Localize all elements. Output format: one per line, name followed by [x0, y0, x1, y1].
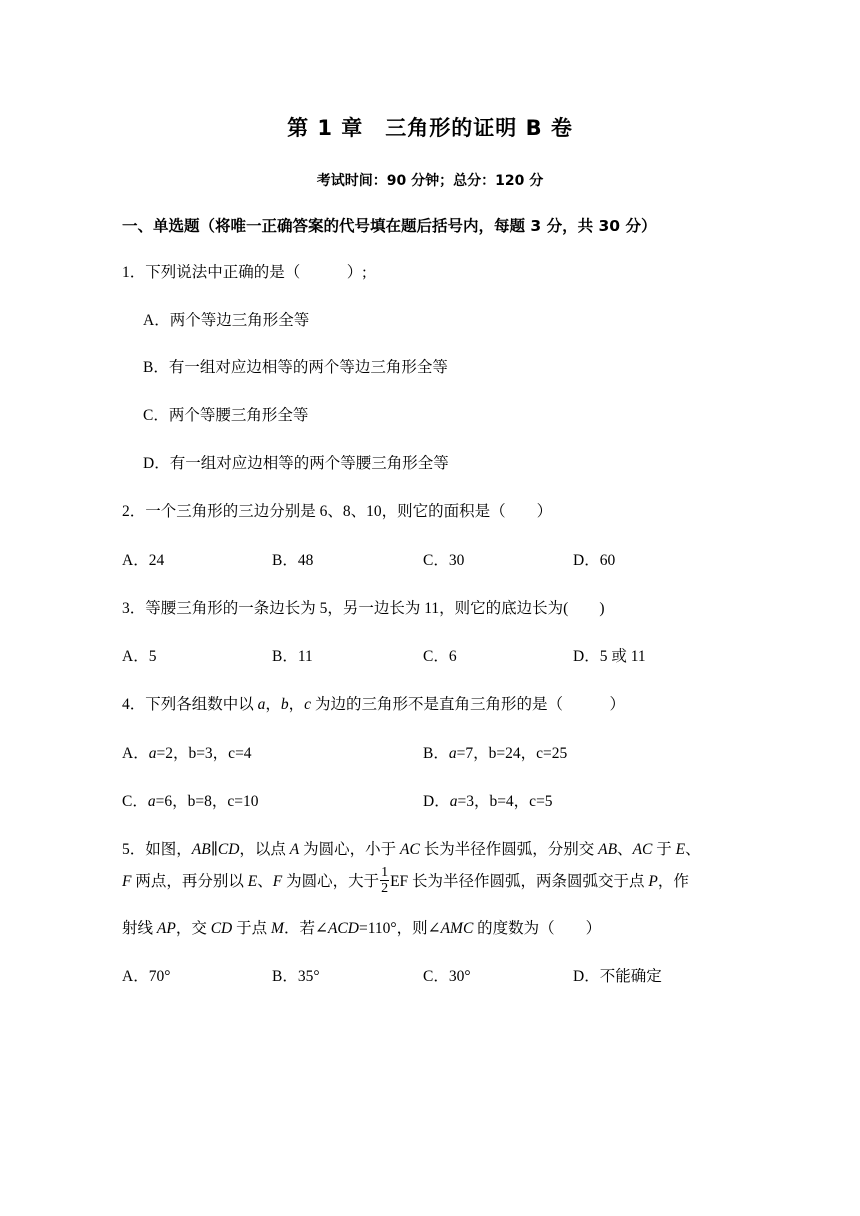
text: 、: [685, 841, 701, 858]
question-2-option-a: A．24: [122, 552, 165, 569]
section-heading-single-choice: 一、单选题（将唯一正确答案的代号填在题后括号内，每题 3 分，共 30 分）: [122, 217, 657, 235]
math-expr: AB∥CD: [191, 841, 240, 858]
option-letter: B．: [423, 745, 449, 762]
option-text: =6，b=8，c=10: [155, 793, 259, 810]
math-var: E: [675, 841, 686, 858]
option-letter: C．: [122, 793, 148, 810]
var-a: a: [147, 793, 156, 810]
question-3-option-a: A．5: [122, 648, 157, 665]
text: 长为半径作圆弧，分别交: [419, 841, 599, 858]
math-var: AP: [156, 920, 176, 937]
option-text: =7，b=24，c=25: [456, 745, 568, 762]
text: EF 长为半径作圆弧，两条圆弧交于点: [390, 873, 649, 891]
var-a: a: [448, 745, 457, 762]
question-2-stem: 2．一个三角形的三边分别是 6、8、10，则它的面积是（ ）: [122, 503, 553, 520]
question-1-stem: 1．下列说法中正确的是（ ）;: [122, 264, 367, 281]
option-letter: A．: [122, 745, 149, 762]
page-title: 第 1 章 三角形的证明 B 卷: [287, 116, 573, 140]
option-text: =3，b=4，c=5: [457, 793, 553, 810]
var-a: a: [257, 696, 266, 713]
var-b: b: [280, 696, 289, 713]
text: 、: [257, 873, 273, 891]
text: 为圆心，小于: [299, 841, 401, 858]
question-2-option-d: D．60: [573, 552, 616, 569]
question-5-option-d: D．不能确定: [573, 968, 662, 985]
math-var: AB: [598, 841, 618, 858]
question-4-option-a: [122, 741, 252, 763]
math-var: M: [271, 920, 284, 937]
separator: ，: [288, 696, 305, 713]
question-4-stem: [122, 692, 625, 714]
math-var: A: [289, 841, 300, 858]
question-5-stem-line-3: [122, 916, 601, 938]
math-var: ACD: [327, 920, 359, 937]
text: ．若∠: [283, 920, 328, 937]
text: 、: [617, 841, 633, 858]
math-var: AMC: [440, 920, 474, 937]
math-var: CD: [210, 920, 233, 937]
question-5-option-b: B．35°: [272, 968, 320, 985]
math-var: F: [272, 873, 283, 891]
question-1-option-a: A．两个等边三角形全等: [143, 312, 310, 329]
question-4-stem-suffix: 为边的三角形不是直角三角形的是（ ）: [311, 696, 625, 713]
question-3-option-d: D．5 或 11: [573, 648, 646, 665]
option-text: =2，b=3，c=4: [156, 745, 252, 762]
text: 5．如图，: [122, 841, 192, 858]
question-4-stem-prefix: 4．下列各组数中以: [122, 696, 258, 713]
var-a: a: [449, 793, 458, 810]
question-3-option-c: C．6: [423, 648, 457, 665]
fraction-numerator: 1: [381, 865, 389, 880]
text: ，交: [175, 920, 211, 937]
question-3-option-b: B．11: [272, 648, 313, 665]
var-a: a: [148, 745, 157, 762]
question-2-option-b: B．48: [272, 552, 314, 569]
option-letter: D．: [423, 793, 450, 810]
math-var: P: [648, 873, 658, 891]
text: 为圆心，大于: [282, 873, 380, 891]
text: 的度数为（ ）: [473, 920, 602, 937]
text: ，以点: [239, 841, 290, 858]
question-4-option-c: [122, 789, 258, 811]
question-5-option-a: A．70°: [122, 968, 171, 985]
question-3-stem: 3．等腰三角形的一条边长为 5，另一边长为 11，则它的底边长为( ): [122, 600, 605, 617]
text: 于点: [232, 920, 272, 937]
math-var: F: [122, 873, 132, 891]
question-5-option-c: C．30°: [423, 968, 471, 985]
text: 射线: [122, 920, 157, 937]
text: 两点，再分别以: [131, 873, 248, 891]
question-4-option-b: [423, 741, 567, 763]
fraction-one-half: [380, 865, 389, 896]
text: ，作: [657, 873, 689, 891]
text: =110°，则∠: [358, 920, 441, 937]
question-1-option-d: D．有一组对应边相等的两个等腰三角形全等: [143, 455, 449, 472]
question-1-option-c: C．两个等腰三角形全等: [143, 407, 309, 424]
text: 于: [652, 841, 676, 858]
question-2-option-c: C．30: [423, 552, 465, 569]
question-5-stem-line-1: [122, 837, 701, 859]
separator: ，: [265, 696, 281, 713]
math-var: E: [247, 873, 258, 891]
var-c: c: [304, 696, 312, 713]
fraction-denominator: 2: [381, 881, 389, 896]
question-1-option-b: B．有一组对应边相等的两个等边三角形全等: [143, 359, 448, 376]
math-var: AC: [400, 841, 420, 858]
question-5-stem-line-2: [122, 867, 689, 898]
exam-info: 考试时间：90 分钟；总分：120 分: [316, 173, 544, 189]
question-4-option-d: [423, 789, 553, 811]
math-var: AC: [632, 841, 653, 858]
